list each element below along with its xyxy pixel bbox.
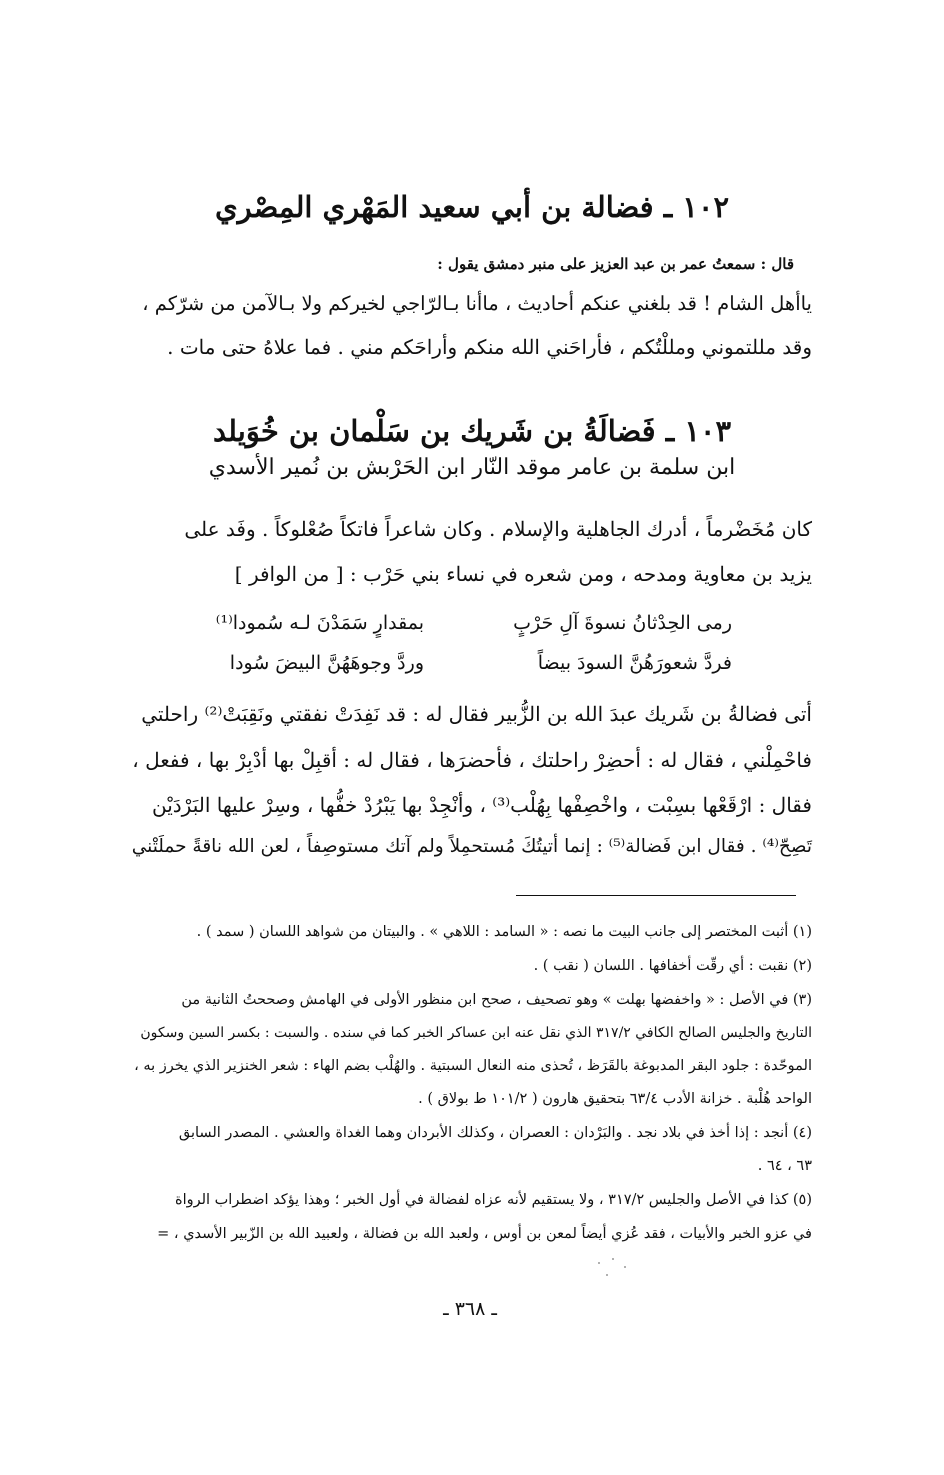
paragraph-2-line-4: تَصِحّ⁽⁴⁾ . فقال ابن فَضالة⁽⁵⁾ : إنما أتيتُكَ مُستحمِلاً ولم آتك مستوصِفاً ، لعن الله ناقةً حملَتْني [131, 836, 812, 857]
paragraph-2-line-1: أتى فضالةُ بن شَريك عبدَ الله بن الزُّبير فقال له : قد نَفِدَتْ نفقتي ونَقِبَتْ⁽²⁾ راحلتي [141, 702, 812, 726]
footnote-5-line-2: في عزو الخبر والأبيات ، فقد عُزي أيضاً لمعن بن أوس ، ولعبد الله بن فضالة ، ولعبيد الله بن الزّبير الأسدي ، = [157, 1226, 812, 1242]
footnote-3-line-3: الموحّدة : جلود البقر المدبوغة بالقَرَظ ، تُحذى منه النعال السبتية . والهُلْب بضم الهاء : شعر الخنزير الذي يخرز به ، [134, 1058, 812, 1074]
footnote-5-line-1: (٥) كذا في الأصل والجليس ٣١٧/٢ ، ولا يستقيم لأنه عزاه لفضالة في أول الخبر ؛ وهذا يؤكد اضطراب الرواة [174, 1192, 812, 1208]
verse-1-first-hemistich: رمى الحِدْثانُ نسوةَ آلِ حَرْبٍ [513, 612, 732, 634]
section-103-subtitle: ابن سلمة بن عامر موقد النّار ابن الحَرْبش بن نُمير الأسدي [208, 455, 736, 480]
section-102-intro: قال : سمعتُ عمر بن عبد العزيز على منبر دمشق يقول : [437, 255, 794, 273]
scan-speck [612, 1258, 614, 1260]
section-102-line-2: وقد مللتموني ومللْتُكم ، فأراحَني الله منكم وأراحَكم مني . فما علاهُ حتى مات . [167, 335, 812, 359]
section-102-line-1: ياأهل الشام ! قد بلغني عنكم أحاديث ، ماأنا بـالرّاجي لخيركم ولا بـالآمن من شرّكم ، [142, 292, 812, 315]
verse-2-first-hemistich: فردَّ شعورَهُنَّ السودَ بيضاً [537, 652, 732, 674]
scan-speck [606, 1274, 608, 1276]
footnote-3-line-2: التاريخ والجليس الصالح الكافي ٣١٧/٢ الذي نقل عنه ابن عساكر الخبر كما في سنده . والسبت : بكسر السين وسكون [140, 1025, 812, 1041]
page-number: ـ ٣٦٨ ـ [443, 1298, 497, 1320]
paragraph-1-line-2: يزيد بن معاوية ومدحه ، ومن شعره في نساء بني حَرْب : [ من الوافر ] [234, 562, 812, 586]
footnote-4-line-2: ٦٣ ، ٦٤ . [757, 1158, 812, 1174]
footnote-separator [516, 895, 796, 896]
footnote-1: (١) أثبت المختصر إلى جانب البيت ما نصه : « السامد : اللاهي » . والبيتان من شواهد اللسان ( سمد ) . [196, 924, 812, 940]
scan-speck [598, 1262, 600, 1264]
scan-speck [624, 1266, 626, 1268]
paragraph-2-line-3: فقال : ارْقَعْها بسِبْت ، واخْصِفْها بِهُلْب⁽³⁾ ، وأنْجِدْ بها يَبْرُدْ خفُّها ، وسِرْ عليها البَرْدَيْن [151, 793, 812, 817]
footnote-3-line-4: الواحد هُلْبة . خزانة الأدب ٦٣/٤ بتحقيق هارون ( ١٠١/٢ ط بولاق ) . [418, 1091, 812, 1107]
verse-1-second-hemistich: بمقدارٍ سَمَدْنَ لـه سُمودا⁽¹⁾ [215, 612, 424, 634]
paragraph-2-line-2: فاحْمِلْني ، فقال له : أحضِرْ راحلتك ، فأحضرَها ، فقال له : أقبِلْ بها أدْبِرْ بها ، ففعل ، [132, 748, 812, 772]
section-102-title: ١٠٢ ـ فضالة بن أبي سعيد المَهْري المِصْري [214, 190, 730, 224]
section-103-title: ١٠٣ ـ فَضالَةُ بن شَريك بن سَلْمان بن خُوَيلد [212, 414, 732, 448]
footnote-3-line-1: (٣) في الأصل : « واخفضها بهلت » وهو تصحيف ، صحح ابن منظور الأولى في الهامش وصححتُ الثانية من [181, 992, 812, 1008]
footnote-4-line-1: (٤) أنجد : إذا أخذ في بلاد نجد . والبَرْدان : العصران ، وكذلك الأبردان وهما الغداة والعشي . المصدر السابق [178, 1125, 812, 1141]
footnote-2: (٢) نقبت : أي رقّت أخفافها . اللسان ( نقب ) . [533, 958, 812, 974]
paragraph-1-line-1: كان مُخَضْرماً ، أدرك الجاهلية والإسلام . وكان شاعراً فاتكاً صُعْلوكاً . وفَد على [184, 517, 812, 541]
verse-2-second-hemistich: وردَّ وجوهَهُنَّ البيضَ سُودا [229, 652, 424, 674]
